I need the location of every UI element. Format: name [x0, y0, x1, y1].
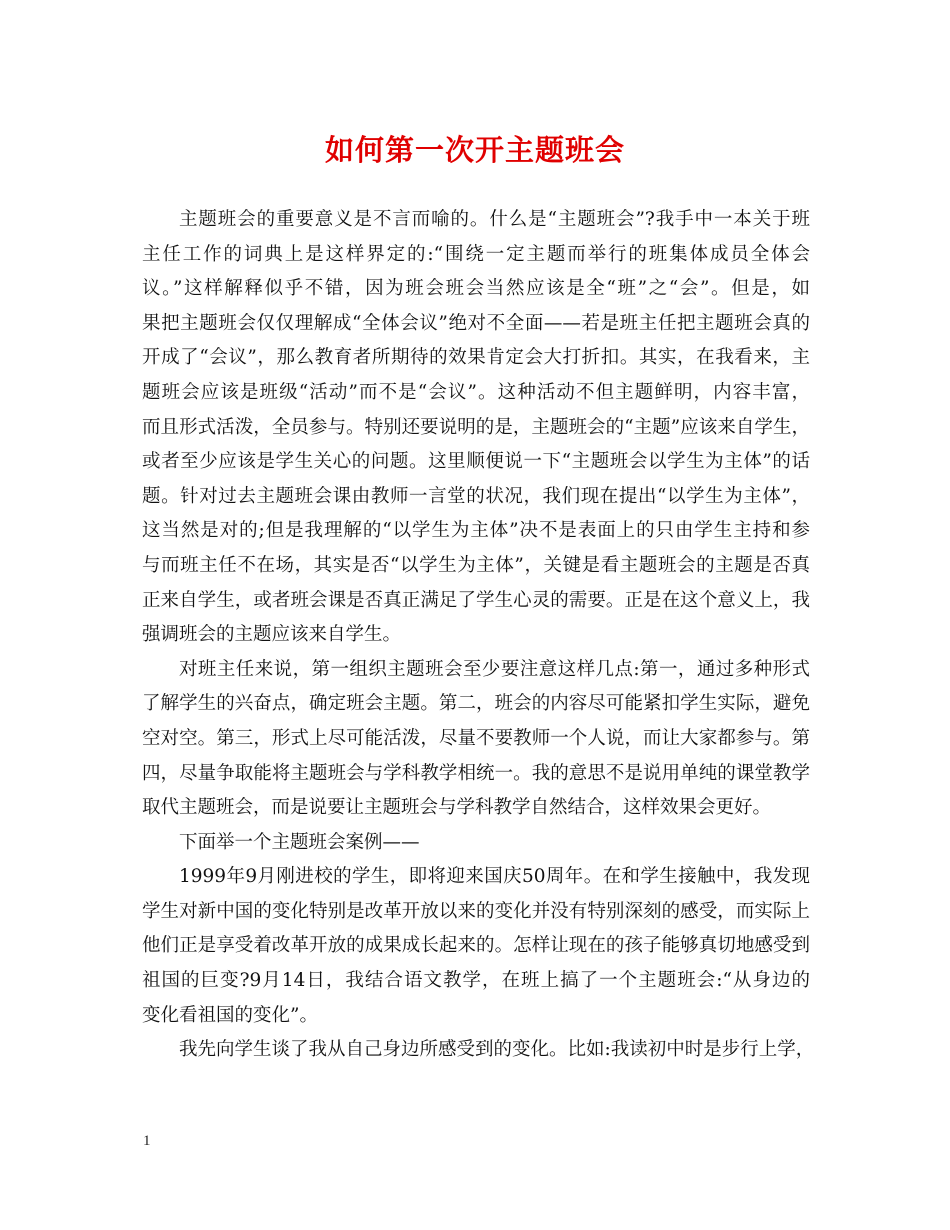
body-line: 题。针对过去主题班会课由教师一言堂的状况，我们现在提出“以学生为主体”， [142, 485, 810, 507]
body-line: 1999年9月刚进校的学生，即将迎来国庆50周年。在和学生接触中，我发现 [179, 866, 810, 888]
body-line: 这当然是对的;但是我理解的“以学生为主体”决不是表面上的只由学生主持和参 [142, 520, 810, 542]
body-line: 而且形式活泼，全员参与。特别还要说明的是，主题班会的“主题”应该来自学生， [142, 416, 810, 438]
body-line: 正来自学生，或者班会课是否真正满足了学生心灵的需要。正是在这个意义上，我 [142, 589, 810, 611]
body-line: 开成了“会议”，那么教育者所期待的效果肯定会大打折扣。其实，在我看来，主 [142, 347, 810, 369]
body-line: 果把主题班会仅仅理解成“全体会议”绝对不全面——若是班主任把主题班会真的 [142, 312, 810, 334]
body-line: 主题班会的重要意义是不言而喻的。什么是“主题班会”?我手中一本关于班 [179, 209, 810, 230]
body-line: 下面举一个主题班会案例—— [179, 831, 420, 853]
body-line: 或者至少应该是学生关心的问题。这里顺便说一下“主题班会以学生为主体”的话 [142, 451, 810, 473]
document-title: 如何第一次开主题班会 [324, 133, 625, 167]
body-line: 主任工作的词典上是这样界定的:“围绕一定主题而举行的班集体成员全体会 [142, 243, 810, 265]
page-number: 1 [143, 1133, 151, 1149]
body-line: 了解学生的兴奋点，确定班会主题。第二，班会的内容尽可能紧扣学生实际，避免 [142, 693, 810, 715]
body-line: 对班主任来说，第一组织主题班会至少要注意这样几点:第一，通过多种形式 [179, 658, 810, 680]
body-line: 他们正是享受着改革开放的成果成长起来的。怎样让现在的孩子能够真切地感受到 [142, 935, 810, 957]
body-line: 空对空。第三，形式上尽可能活泼，尽量不要教师一个人说，而让大家都参与。第 [142, 727, 810, 749]
body-line: 四，尽量争取能将主题班会与学科教学相统一。我的意思不是说用单纯的课堂教学 [142, 762, 810, 784]
body-line: 我先向学生谈了我从自己身边所感受到的变化。比如:我读初中时是步行上学， [179, 1039, 815, 1061]
body-line: 议。”这样解释似乎不错，因为班会班会当然应该是全“班”之“会”。但是，如 [142, 278, 810, 300]
body-line: 强调班会的主题应该来自学生。 [142, 624, 402, 646]
document-body [142, 203, 815, 1068]
body-line: 祖国的巨变?9月14日，我结合语文教学，在班上搞了一个主题班会:“从身边的 [142, 970, 810, 992]
body-line: 学生对新中国的变化特别是改革开放以来的变化并没有特别深刻的感受，而实际上 [142, 900, 810, 922]
body-line: 题班会应该是班级“活动”而不是“会议”。这种活动不但主题鲜明，内容丰富， [142, 381, 810, 403]
body-line: 变化看祖国的变化”。 [142, 1004, 318, 1026]
body-line: 取代主题班会，而是说要让主题班会与学科教学自然结合，这样效果会更好。 [142, 797, 772, 819]
body-line: 与而班主任不在场，其实是否“以学生为主体”，关键是看主题班会的主题是否真 [142, 554, 810, 576]
